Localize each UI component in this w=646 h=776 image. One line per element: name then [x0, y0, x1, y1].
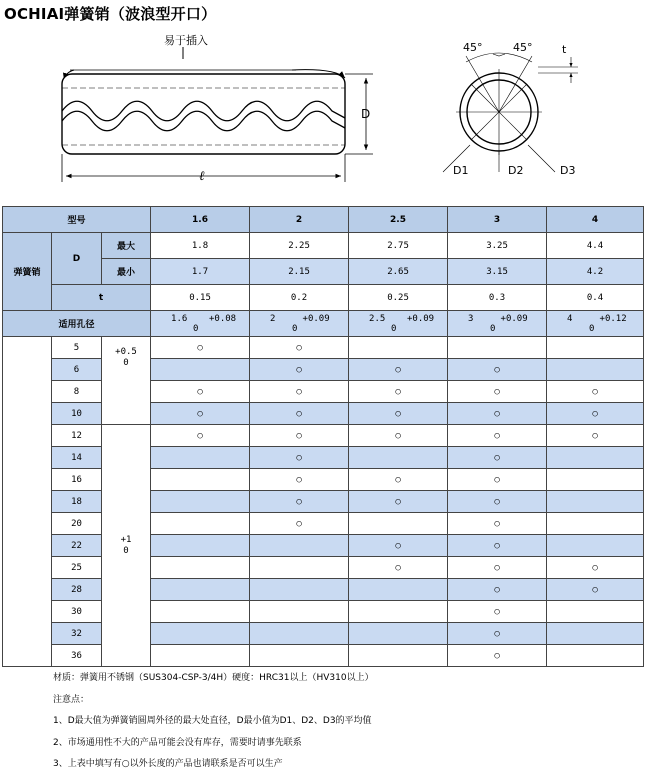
hole-tolerance-cell — [250, 311, 349, 337]
thickness-t-label: t — [562, 43, 567, 56]
availability-cell — [250, 513, 349, 535]
page-title: OCHIAI弹簧销（波浪型开口） — [4, 5, 217, 23]
d-min-cell: 2.15 — [250, 259, 349, 285]
hole-upper: +0.08 — [208, 313, 237, 324]
availability-cell — [250, 557, 349, 579]
availability-cell — [250, 623, 349, 645]
hole-size: 1.6 — [171, 313, 188, 324]
availability-cell — [547, 469, 644, 491]
available-mark: ○ — [296, 408, 302, 419]
max-header: 最大 — [102, 233, 151, 259]
length-cell: 16 — [52, 469, 102, 491]
length-cell: 18 — [52, 491, 102, 513]
availability-cell — [547, 491, 644, 513]
table-row — [3, 491, 644, 513]
length-cell: 28 — [52, 579, 102, 601]
spring-pin-header: 弹簧销 — [3, 233, 52, 311]
length-cell: 36 — [52, 645, 102, 667]
hole-tolerance-cell — [151, 311, 250, 337]
d-header: D — [52, 233, 102, 285]
available-mark: ○ — [494, 430, 500, 441]
available-mark: ○ — [395, 496, 401, 507]
d-min-cell: 2.65 — [349, 259, 448, 285]
availability-cell — [151, 447, 250, 469]
availability-cell — [448, 381, 547, 403]
model-cell: 4 — [547, 207, 644, 233]
available-mark: ○ — [592, 584, 598, 595]
angle-right-label: 45° — [513, 41, 533, 54]
d-min-cell: 4.2 — [547, 259, 644, 285]
availability-cell — [349, 623, 448, 645]
spec-table — [2, 206, 644, 667]
hole-size: 2 — [270, 313, 276, 324]
hole-upper: +0.09 — [406, 313, 435, 324]
available-mark: ○ — [494, 364, 500, 375]
angle-left-label: 45° — [463, 41, 483, 54]
length-tolerance-lower: 0 — [123, 358, 129, 368]
availability-cell — [349, 513, 448, 535]
d-min-cell: 3.15 — [448, 259, 547, 285]
d-max-cell: 4.4 — [547, 233, 644, 259]
insert-label: 易于插入 — [164, 34, 208, 47]
availability-cell — [349, 381, 448, 403]
blank-cell — [3, 337, 52, 667]
min-header: 最小 — [102, 259, 151, 285]
length-cell: 10 — [52, 403, 102, 425]
hole-lower: 0 — [589, 323, 595, 334]
length-cell: 30 — [52, 601, 102, 623]
available-mark: ○ — [197, 430, 203, 441]
available-mark: ○ — [296, 452, 302, 463]
availability-cell — [547, 535, 644, 557]
available-mark: ○ — [494, 452, 500, 463]
available-mark: ○ — [494, 584, 500, 595]
available-mark: ○ — [395, 562, 401, 573]
hole-upper: +0.09 — [302, 313, 330, 324]
available-mark: ○ — [197, 408, 203, 419]
note-1: 1、D最大值为弹簧销圆周外径的最大处直径，D最小值为D1、D2、D3的平均值 — [53, 716, 372, 726]
length-cell: 32 — [52, 623, 102, 645]
availability-cell — [250, 601, 349, 623]
availability-cell — [547, 381, 644, 403]
availability-cell — [448, 447, 547, 469]
note-2: 2、市场通用性不大的产品可能会没有库存，需要时请事先联系 — [53, 737, 302, 748]
availability-cell — [250, 403, 349, 425]
availability-cell — [250, 579, 349, 601]
availability-cell — [250, 447, 349, 469]
availability-cell — [151, 557, 250, 579]
model-cell: 2.5 — [349, 207, 448, 233]
availability-cell — [448, 359, 547, 381]
availability-cell — [448, 513, 547, 535]
available-mark: ○ — [296, 474, 302, 485]
d-max-cell: 2.75 — [349, 233, 448, 259]
hole-header: 适用孔径 — [3, 311, 151, 337]
d1-label: D1 — [453, 164, 469, 177]
available-mark: ○ — [296, 518, 302, 529]
table-row — [3, 425, 644, 447]
available-mark: ○ — [494, 606, 500, 617]
available-mark: ○ — [592, 430, 598, 441]
t-header: t — [52, 285, 151, 311]
availability-cell — [151, 623, 250, 645]
notes-heading: 注意点： — [53, 694, 90, 705]
availability-cell — [250, 337, 349, 359]
t-cell: 0.25 — [349, 285, 448, 311]
hole-size: 4 — [567, 313, 573, 324]
availability-cell — [250, 381, 349, 403]
spring-pin-drawing — [0, 0, 646, 200]
t-cell: 0.3 — [448, 285, 547, 311]
availability-cell — [547, 557, 644, 579]
side-view — [62, 47, 373, 182]
available-mark: ○ — [592, 386, 598, 397]
availability-cell — [547, 403, 644, 425]
availability-cell — [349, 491, 448, 513]
hole-upper: +0.09 — [500, 313, 528, 324]
availability-cell — [349, 447, 448, 469]
availability-cell — [151, 491, 250, 513]
availability-cell — [349, 359, 448, 381]
available-mark: ○ — [494, 518, 500, 529]
length-cell: 8 — [52, 381, 102, 403]
availability-cell — [448, 403, 547, 425]
available-mark: ○ — [494, 408, 500, 419]
length-tolerance-cell — [102, 425, 151, 667]
availability-cell — [349, 425, 448, 447]
availability-cell — [151, 425, 250, 447]
availability-cell — [349, 337, 448, 359]
availability-cell — [349, 579, 448, 601]
availability-cell — [547, 601, 644, 623]
availability-cell — [250, 645, 349, 667]
availability-cell — [349, 601, 448, 623]
available-mark: ○ — [395, 386, 401, 397]
availability-cell — [250, 535, 349, 557]
table-row — [3, 447, 644, 469]
length-cell: 5 — [52, 337, 102, 359]
availability-cell — [448, 645, 547, 667]
material-note: 材质：弹簧用不锈钢（SUS304-CSP-3/4H）硬度：HRC31以上（HV310以上） — [53, 673, 374, 683]
availability-cell — [151, 469, 250, 491]
availability-cell — [151, 403, 250, 425]
available-mark: ○ — [592, 408, 598, 419]
availability-cell — [448, 337, 547, 359]
availability-cell — [349, 645, 448, 667]
availability-cell — [250, 469, 349, 491]
note-3: 3、上表中填写有○以外长度的产品也请联系是否可以生产 — [53, 759, 283, 769]
dimension-l-label: ℓ — [199, 169, 205, 184]
available-mark: ○ — [296, 364, 302, 375]
length-cell: 14 — [52, 447, 102, 469]
hole-lower: 0 — [292, 323, 298, 334]
model-cell: 3 — [448, 207, 547, 233]
table-row — [3, 601, 644, 623]
t-cell: 0.15 — [151, 285, 250, 311]
available-mark: ○ — [494, 540, 500, 551]
availability-cell — [448, 623, 547, 645]
availability-cell — [547, 359, 644, 381]
hole-lower: 0 — [391, 323, 397, 334]
available-mark: ○ — [494, 562, 500, 573]
model-header: 型号 — [3, 207, 151, 233]
d-min-cell: 1.7 — [151, 259, 250, 285]
length-cell: 20 — [52, 513, 102, 535]
availability-cell — [547, 425, 644, 447]
availability-cell — [448, 557, 547, 579]
availability-cell — [349, 469, 448, 491]
availability-cell — [151, 579, 250, 601]
d3-label: D3 — [560, 164, 576, 177]
availability-cell — [349, 557, 448, 579]
length-tolerance-upper: +0.5 — [115, 347, 137, 357]
model-cell: 1.6 — [151, 207, 250, 233]
availability-cell — [448, 535, 547, 557]
d-max-cell: 2.25 — [250, 233, 349, 259]
available-mark: ○ — [494, 650, 500, 661]
availability-cell — [448, 579, 547, 601]
availability-cell — [151, 513, 250, 535]
table-row — [3, 359, 644, 381]
availability-cell — [151, 381, 250, 403]
length-cell: 6 — [52, 359, 102, 381]
hole-tolerance-cell — [448, 311, 547, 337]
table-row — [3, 381, 644, 403]
length-tolerance-lower: 0 — [123, 546, 129, 556]
available-mark: ○ — [395, 474, 401, 485]
hole-size: 3 — [468, 313, 474, 324]
table-row — [3, 535, 644, 557]
availability-cell — [448, 469, 547, 491]
table-row — [3, 337, 644, 359]
available-mark: ○ — [395, 364, 401, 375]
hole-lower: 0 — [490, 323, 496, 334]
availability-cell — [448, 491, 547, 513]
hole-tolerance-cell — [547, 311, 644, 337]
hole-tolerance-cell — [349, 311, 448, 337]
length-cell: 25 — [52, 557, 102, 579]
available-mark: ○ — [197, 342, 203, 353]
available-mark: ○ — [197, 386, 203, 397]
hole-lower: 0 — [193, 323, 199, 334]
dimension-d-label: D — [361, 107, 371, 121]
availability-cell — [349, 535, 448, 557]
availability-cell — [151, 535, 250, 557]
t-cell: 0.4 — [547, 285, 644, 311]
availability-cell — [151, 359, 250, 381]
table-row — [3, 557, 644, 579]
t-cell: 0.2 — [250, 285, 349, 311]
availability-cell — [547, 579, 644, 601]
table-row — [3, 403, 644, 425]
availability-cell — [547, 513, 644, 535]
d2-label: D2 — [508, 164, 524, 177]
table-row — [3, 623, 644, 645]
model-cell: 2 — [250, 207, 349, 233]
table-row — [3, 645, 644, 667]
notes-section — [53, 668, 374, 776]
availability-cell — [250, 425, 349, 447]
availability-cell — [547, 447, 644, 469]
available-mark: ○ — [494, 628, 500, 639]
available-mark: ○ — [395, 408, 401, 419]
availability-cell — [151, 337, 250, 359]
end-view — [443, 53, 578, 172]
availability-cell — [250, 491, 349, 513]
availability-cell — [448, 425, 547, 447]
length-cell: 22 — [52, 535, 102, 557]
availability-cell — [547, 645, 644, 667]
available-mark: ○ — [296, 496, 302, 507]
available-mark: ○ — [296, 386, 302, 397]
availability-cell — [151, 601, 250, 623]
length-tolerance-upper: +1 — [120, 535, 132, 545]
availability-cell — [547, 337, 644, 359]
available-mark: ○ — [395, 540, 401, 551]
availability-cell — [547, 623, 644, 645]
length-cell: 12 — [52, 425, 102, 447]
availability-cell — [151, 645, 250, 667]
availability-cell — [250, 359, 349, 381]
available-mark: ○ — [494, 386, 500, 397]
available-mark: ○ — [395, 430, 401, 441]
available-mark: ○ — [494, 474, 500, 485]
length-tolerance-cell — [102, 337, 151, 425]
table-row — [3, 469, 644, 491]
availability-cell — [349, 403, 448, 425]
available-mark: ○ — [296, 430, 302, 441]
available-mark: ○ — [296, 342, 302, 353]
available-mark: ○ — [592, 562, 598, 573]
d-max-cell: 3.25 — [448, 233, 547, 259]
hole-size: 2.5 — [369, 313, 386, 324]
available-mark: ○ — [494, 496, 500, 507]
hole-upper: +0.12 — [599, 313, 627, 324]
table-row — [3, 579, 644, 601]
availability-cell — [448, 601, 547, 623]
table-row — [3, 513, 644, 535]
d-max-cell: 1.8 — [151, 233, 250, 259]
